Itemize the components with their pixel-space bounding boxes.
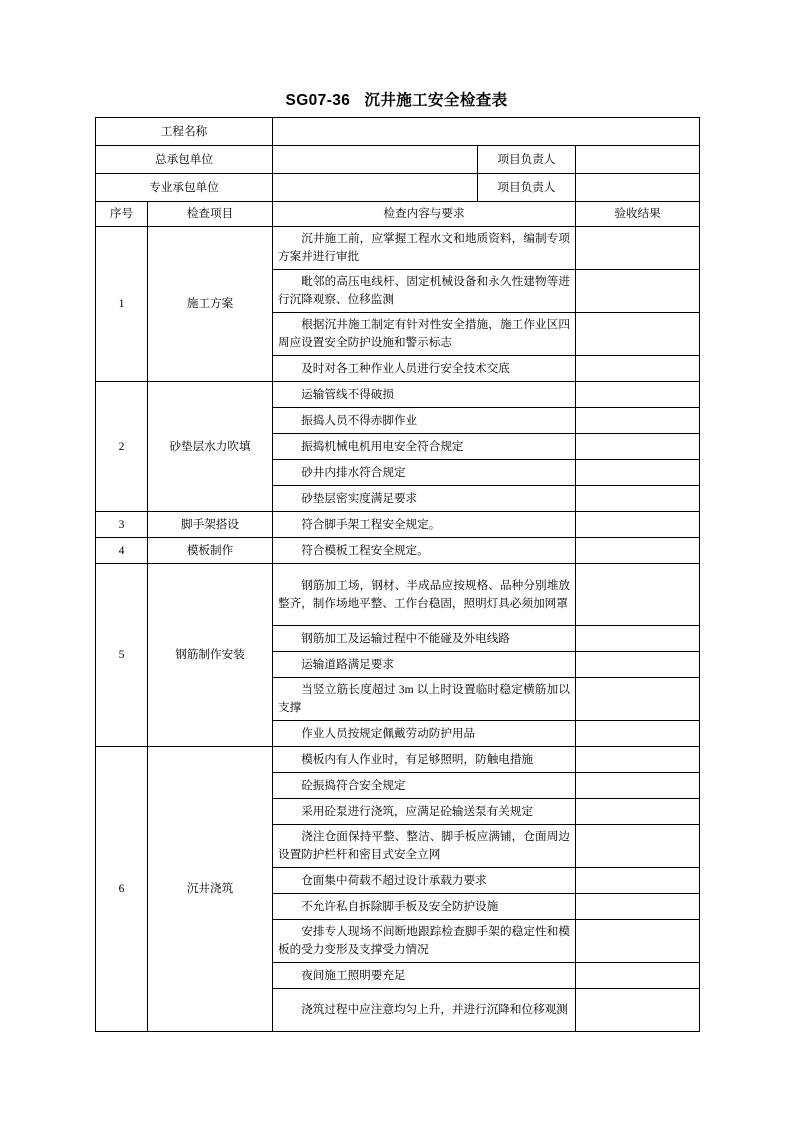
row-inspection-content: 不允许私自拆除脚手板及安全防护设施: [273, 894, 576, 920]
specialty-contractor-value[interactable]: [273, 174, 478, 202]
general-contractor-manager-value[interactable]: [576, 146, 700, 174]
row-inspection-item: 施工方案: [148, 227, 273, 382]
column-header-seq: 序号: [96, 202, 148, 227]
row-acceptance-result[interactable]: [576, 721, 700, 747]
row-inspection-content: 作业人员按规定佩戴劳动防护用品: [273, 721, 576, 747]
row-acceptance-result[interactable]: [576, 564, 700, 626]
row-acceptance-result[interactable]: [576, 773, 700, 799]
specialty-contractor-label: 专业承包单位: [96, 174, 273, 202]
row-seq-number: 6: [96, 747, 148, 1032]
safety-inspection-table: [95, 117, 700, 1032]
row-inspection-content: 夜间施工照明要充足: [273, 963, 576, 989]
row-acceptance-result[interactable]: [576, 512, 700, 538]
row-inspection-content: 沉井施工前，应掌握工程水文和地质资料，编制专项方案并进行审批: [273, 227, 576, 270]
row-acceptance-result[interactable]: [576, 799, 700, 825]
row-acceptance-result[interactable]: [576, 382, 700, 408]
row-inspection-content: 运输道路满足要求: [273, 652, 576, 678]
row-seq-number: 5: [96, 564, 148, 747]
column-header-content: 检查内容与要求: [273, 202, 576, 227]
page-title: SG07-36 沉井施工安全检查表: [285, 92, 508, 109]
table-row-project-name: [96, 118, 700, 146]
row-inspection-content: 毗邻的高压电线杆、固定机械设备和永久性建物等进行沉降观察、位移监测: [273, 270, 576, 313]
row-inspection-content: 模板内有人作业时，有足够照明，防触电措施: [273, 747, 576, 773]
table-row-general-contractor: [96, 146, 700, 174]
table-body: [96, 118, 700, 1032]
specialty-contractor-manager-value[interactable]: [576, 174, 700, 202]
row-inspection-content: 当竖立筋长度超过 3m 以上时设置临时稳定横筋加以支撑: [273, 678, 576, 721]
row-inspection-content: 钢筋加工及运输过程中不能碰及外电线路: [273, 626, 576, 652]
column-header-item: 检查项目: [148, 202, 273, 227]
row-inspection-content: 振捣机械电机用电安全符合规定: [273, 434, 576, 460]
row-inspection-content: 安排专人现场不间断地跟踪检查脚手架的稳定性和模板的受力变形及支撑受力情况: [273, 920, 576, 963]
table-row-specialty-contractor: [96, 174, 700, 202]
row-acceptance-result[interactable]: [576, 270, 700, 313]
row-inspection-content: 运输管线不得破损: [273, 382, 576, 408]
row-inspection-content: 砂井内排水符合规定: [273, 460, 576, 486]
row-acceptance-result[interactable]: [576, 408, 700, 434]
row-inspection-item: 脚手架搭设: [148, 512, 273, 538]
row-inspection-item: 砂垫层水力吹填: [148, 382, 273, 512]
row-acceptance-result[interactable]: [576, 920, 700, 963]
row-acceptance-result[interactable]: [576, 989, 700, 1032]
project-name-value[interactable]: [273, 118, 700, 146]
row-acceptance-result[interactable]: [576, 434, 700, 460]
row-acceptance-result[interactable]: [576, 538, 700, 564]
table-row: [96, 538, 700, 564]
row-seq-number: 2: [96, 382, 148, 512]
row-inspection-item: 钢筋制作安装: [148, 564, 273, 747]
row-seq-number: 1: [96, 227, 148, 382]
table-row: [96, 382, 700, 408]
row-inspection-content: 砼振捣符合安全规定: [273, 773, 576, 799]
general-contractor-manager-label: 项目负责人: [478, 146, 576, 174]
row-inspection-content: 符合脚手架工程安全规定。: [273, 512, 576, 538]
row-seq-number: 4: [96, 538, 148, 564]
column-header-result: 验收结果: [576, 202, 700, 227]
table-row: [96, 747, 700, 773]
table-header-row: [96, 202, 700, 227]
row-inspection-content: 浇筑过程中应注意均匀上升，并进行沉降和位移观测: [273, 989, 576, 1032]
general-contractor-value[interactable]: [273, 146, 478, 174]
row-acceptance-result[interactable]: [576, 486, 700, 512]
row-inspection-content: 采用砼泵进行浇筑，应满足砼输送泵有关规定: [273, 799, 576, 825]
project-name-label: 工程名称: [96, 118, 273, 146]
row-inspection-content: 根据沉井施工制定有针对性安全措施，施工作业区四周应设置安全防护设施和警示标志: [273, 313, 576, 356]
row-acceptance-result[interactable]: [576, 678, 700, 721]
row-acceptance-result[interactable]: [576, 894, 700, 920]
row-acceptance-result[interactable]: [576, 963, 700, 989]
row-inspection-content: 符合模板工程安全规定。: [273, 538, 576, 564]
general-contractor-label: 总承包单位: [96, 146, 273, 174]
row-inspection-content: 仓面集中荷载不超过设计承载力要求: [273, 868, 576, 894]
row-inspection-content: 砂垫层密实度满足要求: [273, 486, 576, 512]
specialty-contractor-manager-label: 项目负责人: [478, 174, 576, 202]
table-row: [96, 564, 700, 626]
row-inspection-content: 振捣人员不得赤脚作业: [273, 408, 576, 434]
row-acceptance-result[interactable]: [576, 626, 700, 652]
row-inspection-content: 浇注仓面保持平整、整洁、脚手板应满铺，仓面周边设置防护栏杆和密目式安全立网: [273, 825, 576, 868]
row-inspection-content: 钢筋加工场，钢材、半成品应按规格、品种分别堆放整齐，制作场地平整、工作台稳固，照明灯具必须加网罩: [273, 564, 576, 626]
row-acceptance-result[interactable]: [576, 747, 700, 773]
row-acceptance-result[interactable]: [576, 825, 700, 868]
table-row: [96, 227, 700, 270]
row-acceptance-result[interactable]: [576, 313, 700, 356]
row-inspection-item: 沉井浇筑: [148, 747, 273, 1032]
row-acceptance-result[interactable]: [576, 227, 700, 270]
row-seq-number: 3: [96, 512, 148, 538]
row-acceptance-result[interactable]: [576, 356, 700, 382]
table-row: [96, 512, 700, 538]
row-acceptance-result[interactable]: [576, 868, 700, 894]
row-inspection-content: 及时对各工种作业人员进行安全技术交底: [273, 356, 576, 382]
row-acceptance-result[interactable]: [576, 460, 700, 486]
row-inspection-item: 模板制作: [148, 538, 273, 564]
row-acceptance-result[interactable]: [576, 652, 700, 678]
